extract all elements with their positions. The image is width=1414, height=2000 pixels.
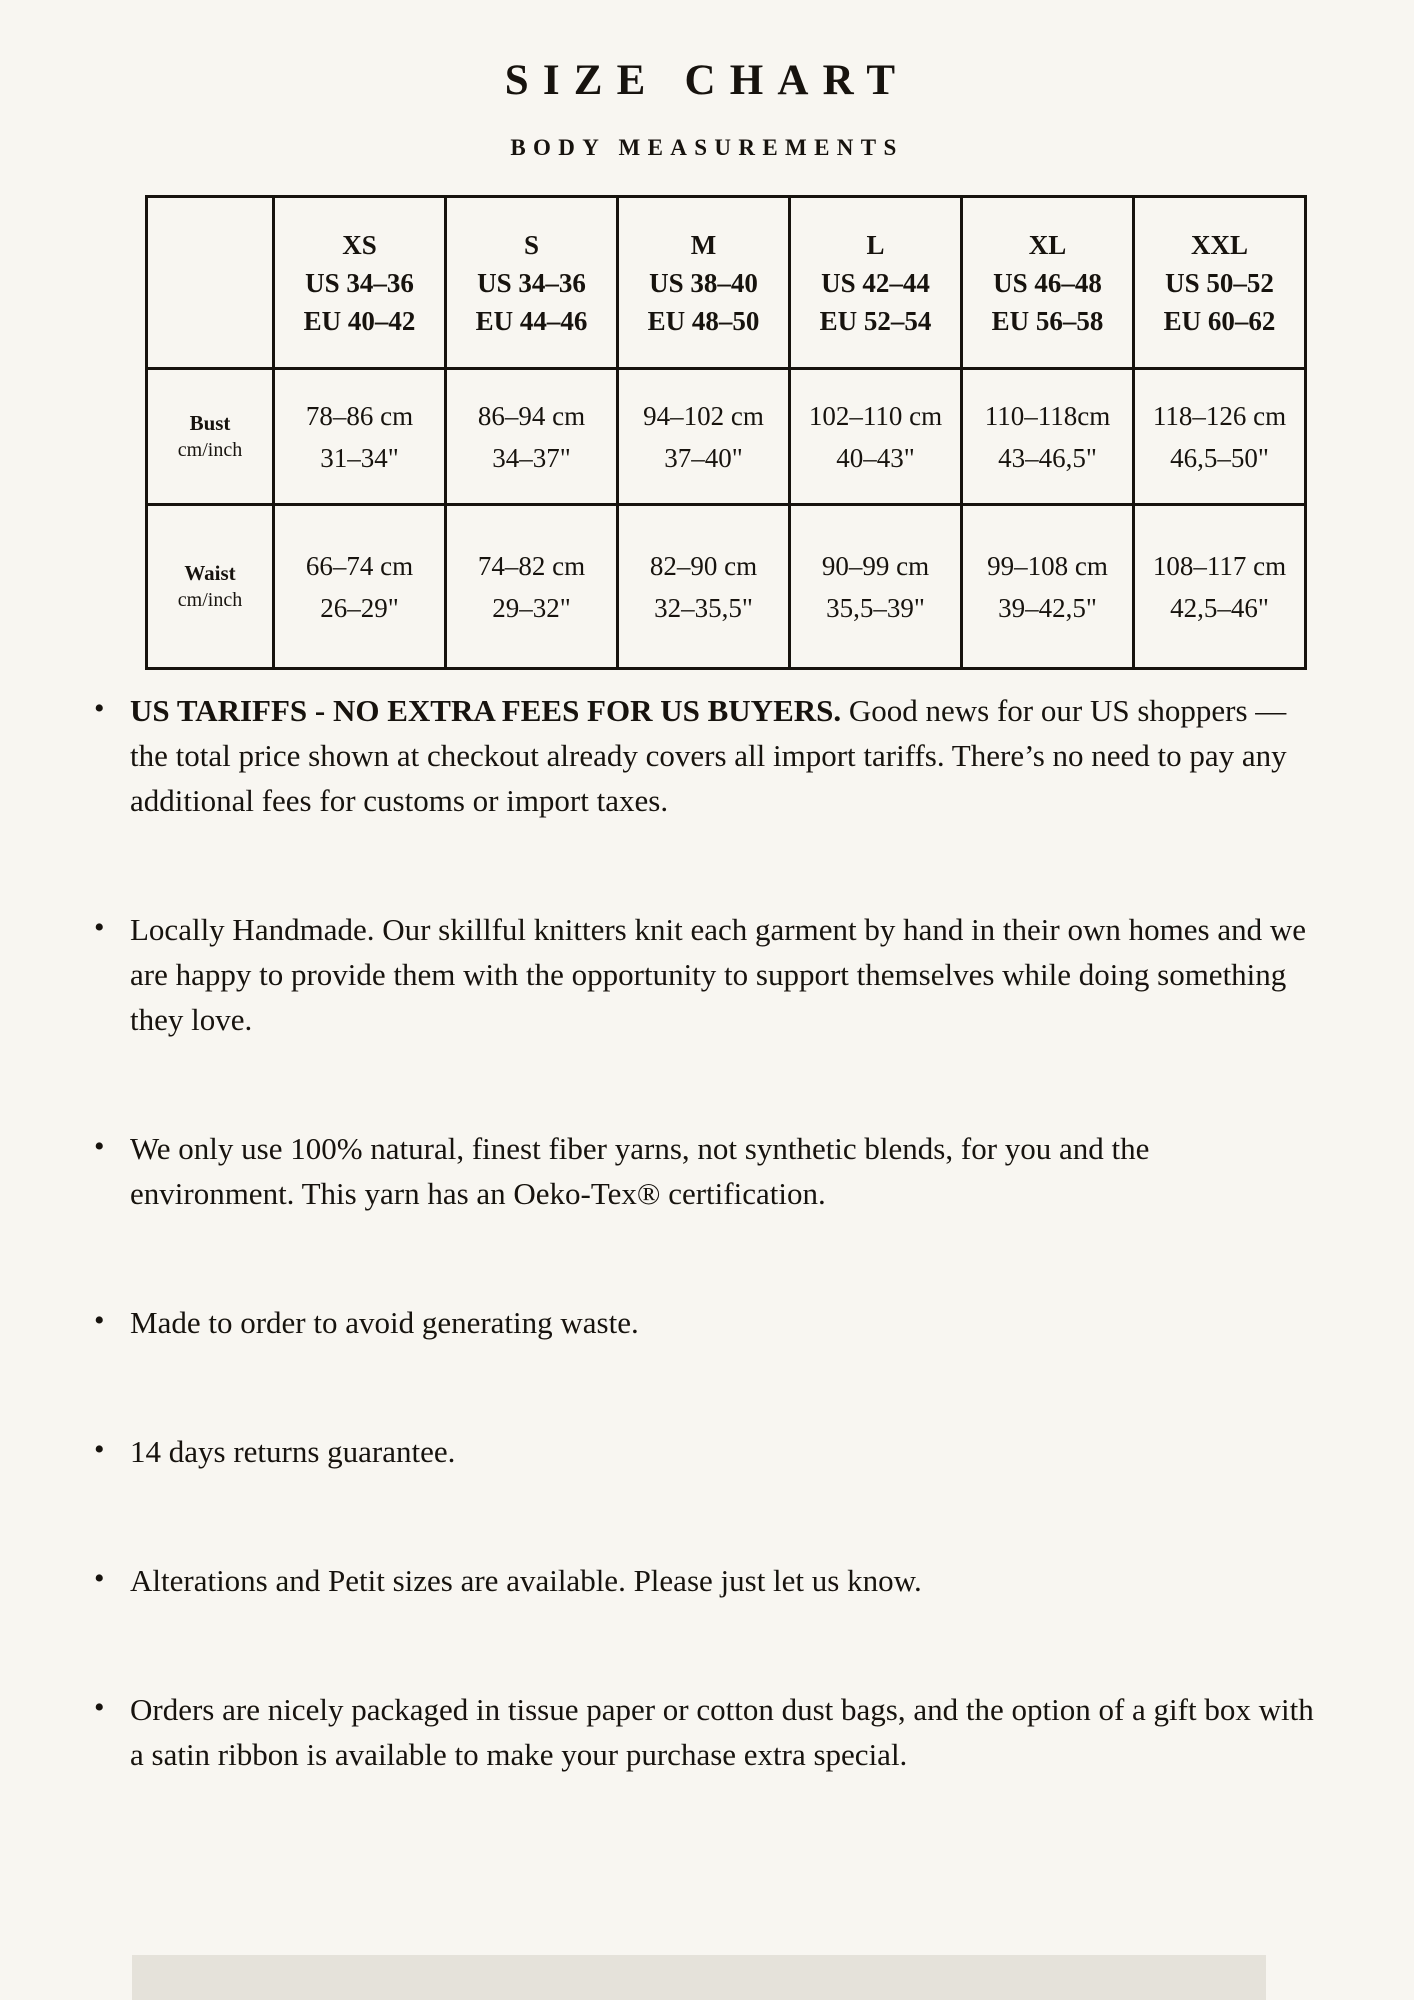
measurement-cell bbox=[618, 505, 790, 669]
measurement-cm: 86–94 cm bbox=[477, 400, 586, 431]
measurement-inch: 43–46,5" bbox=[998, 442, 1097, 473]
measurement-cell bbox=[790, 505, 962, 669]
info-bullet bbox=[130, 907, 1314, 1042]
size-eu-label: EU 40–42 bbox=[303, 305, 416, 336]
measurement-cell bbox=[962, 505, 1134, 669]
measurement-cell bbox=[446, 505, 618, 669]
size-size-label: L bbox=[866, 229, 885, 260]
info-bullet bbox=[130, 1558, 1314, 1603]
measurement-inch: 31–34" bbox=[320, 442, 399, 473]
measurement-inch: 46,5–50" bbox=[1170, 442, 1269, 473]
measurement-inch: 26–29" bbox=[320, 592, 399, 623]
measurement-cell bbox=[1134, 505, 1306, 669]
row-unit: cm/inch bbox=[177, 438, 243, 461]
size-column-header bbox=[446, 197, 618, 369]
row-unit: cm/inch bbox=[177, 588, 243, 611]
measurement-inch: 32–35,5" bbox=[654, 592, 753, 623]
measurement-cm: 99–108 cm bbox=[987, 550, 1108, 581]
size-column-header bbox=[962, 197, 1134, 369]
size-us-label: US 38–40 bbox=[649, 267, 758, 298]
info-bullet bbox=[130, 688, 1314, 823]
bullet-text: Alterations and Petit sizes are available. Please just let us know. bbox=[130, 1563, 922, 1598]
size-eu-label: EU 60–62 bbox=[1163, 305, 1276, 336]
measurement-cell bbox=[962, 369, 1134, 505]
size-column-header bbox=[1134, 197, 1306, 369]
measurement-cm: 94–102 cm bbox=[643, 400, 764, 431]
measurement-inch: 42,5–46" bbox=[1170, 592, 1269, 623]
measurement-inch: 29–32" bbox=[492, 592, 571, 623]
bullet-text: We only use 100% natural, finest fiber yarns, not synthetic blends, for you and the environment. This yarn has an Oeko-Tex® certification. bbox=[130, 1131, 1150, 1211]
measurement-cm: 108–117 cm bbox=[1152, 550, 1287, 581]
size-column-header bbox=[274, 197, 446, 369]
measurement-cm: 90–99 cm bbox=[821, 550, 930, 581]
size-size-label: S bbox=[523, 229, 540, 260]
measurement-cm: 110–118cm bbox=[984, 400, 1111, 431]
measurement-cm: 102–110 cm bbox=[808, 400, 943, 431]
measurement-inch: 37–40" bbox=[664, 442, 743, 473]
bullet-text: Locally Handmade. Our skillful knitters knit each garment by hand in their own homes and we are happy to provide them with the opportunity to support themselves while doing something they love. bbox=[130, 912, 1306, 1037]
measurement-cm: 74–82 cm bbox=[477, 550, 586, 581]
bullet-text: Good news for our US shoppers — the total price shown at checkout already covers all import tariffs. There’s no need to pay any additional fees for customs or import taxes. bbox=[130, 693, 1287, 818]
measurement-cell bbox=[1134, 369, 1306, 505]
bullet-list bbox=[0, 688, 1414, 1777]
measurement-inch: 35,5–39" bbox=[826, 592, 925, 623]
size-size-label: XS bbox=[342, 229, 377, 260]
measurement-cm: 66–74 cm bbox=[305, 550, 414, 581]
measurement-cm: 118–126 cm bbox=[1152, 400, 1287, 431]
size-column-header bbox=[790, 197, 962, 369]
row-label: Bust bbox=[189, 410, 231, 435]
info-bullet bbox=[130, 1429, 1314, 1474]
bullet-text: Made to order to avoid generating waste. bbox=[130, 1305, 639, 1340]
measurement-cell bbox=[790, 369, 962, 505]
measurement-inch: 34–37" bbox=[492, 442, 571, 473]
page-title: SIZE CHART bbox=[504, 57, 910, 104]
measurement-row bbox=[147, 505, 1306, 669]
measurement-cm: 78–86 cm bbox=[305, 400, 414, 431]
size-us-label: US 46–48 bbox=[993, 267, 1102, 298]
measurement-cell bbox=[446, 369, 618, 505]
measurement-inch: 40–43" bbox=[836, 442, 915, 473]
bullet-text: 14 days returns guarantee. bbox=[130, 1434, 456, 1469]
size-size-label: XL bbox=[1028, 229, 1067, 260]
info-bullet bbox=[130, 1300, 1314, 1345]
measurement-cm: 82–90 cm bbox=[649, 550, 758, 581]
size-us-label: US 34–36 bbox=[477, 267, 586, 298]
row-label-cell bbox=[147, 505, 274, 669]
row-label-cell bbox=[147, 369, 274, 505]
info-bullet bbox=[130, 1126, 1314, 1216]
size-us-label: US 34–36 bbox=[305, 267, 414, 298]
page-subtitle: BODY MEASUREMENTS bbox=[510, 135, 904, 160]
size-eu-label: EU 56–58 bbox=[991, 305, 1104, 336]
corner-cell bbox=[147, 197, 274, 369]
size-header-row bbox=[147, 197, 1306, 369]
measurement-cell bbox=[274, 369, 446, 505]
size-us-label: US 50–52 bbox=[1165, 267, 1274, 298]
size-us-label: US 42–44 bbox=[821, 267, 930, 298]
bullet-bold-text: US TARIFFS - NO EXTRA FEES FOR US BUYERS. bbox=[130, 693, 842, 728]
measurement-cell bbox=[274, 505, 446, 669]
size-size-label: XXL bbox=[1190, 229, 1248, 260]
size-table bbox=[145, 195, 1307, 670]
bullet-text: Orders are nicely packaged in tissue paper or cotton dust bags, and the option of a gift box with a satin ribbon is available to make your purchase extra special. bbox=[130, 1692, 1314, 1772]
info-bullet bbox=[130, 1687, 1314, 1777]
row-label: Waist bbox=[184, 560, 236, 585]
size-eu-label: EU 52–54 bbox=[819, 305, 932, 336]
measurement-cell bbox=[618, 369, 790, 505]
measurement-row bbox=[147, 369, 1306, 505]
measurement-inch: 39–42,5" bbox=[998, 592, 1097, 623]
size-column-header bbox=[618, 197, 790, 369]
size-size-label: M bbox=[690, 229, 717, 260]
bottom-image-strip bbox=[132, 1955, 1266, 2000]
size-eu-label: EU 48–50 bbox=[647, 305, 760, 336]
size-eu-label: EU 44–46 bbox=[475, 305, 588, 336]
